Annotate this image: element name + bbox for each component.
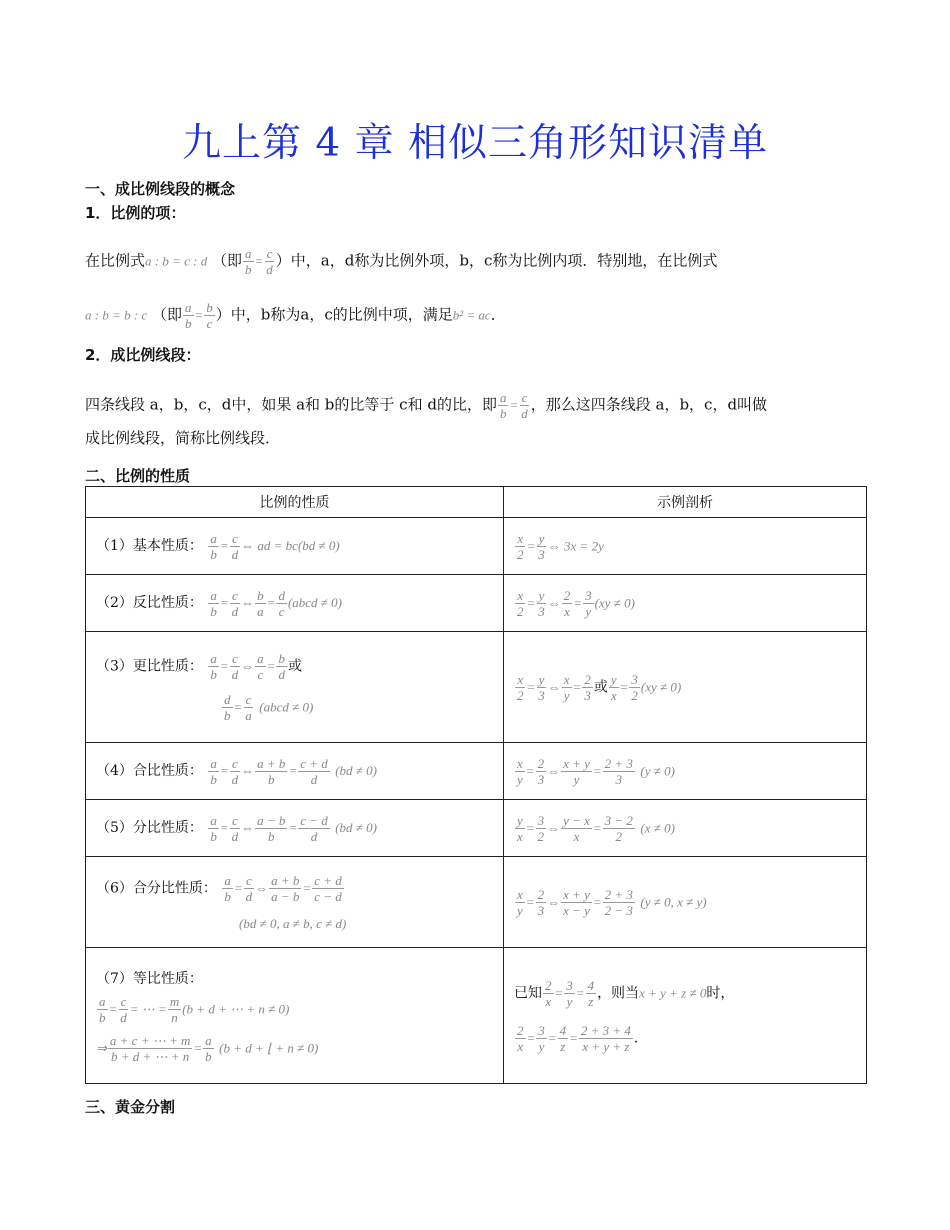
example-cell: $\frac{x}{y}$ = $\frac{2}{3}$ ⇔ $\frac{x + y}{y}$ = $\frac{2 + 3}{3}$ (y ≠ 0) xyxy=(504,743,867,800)
property-cell: （2）反比性质： $\frac{a}{b}$ = $\frac{c}{d}$ ⇔ $\frac{b}{a}$ = $\frac{d}{c}$ (abcd ≠ 0) xyxy=(86,575,504,632)
example-cell: $\frac{x}{2}$ = $\frac{y}{3}$ ⇔ $\frac{2}{x}$ = $\frac{3}{y}$ (xy ≠ 0) xyxy=(504,575,867,632)
table-row xyxy=(86,857,867,948)
example-cell: $\frac{x}{y}$ = $\frac{2}{3}$ ⇔ $\frac{x + y}{x - y}$ = $\frac{2 + 3}{2 - 3}$ (y ≠ 0, x ≠ y) xyxy=(504,857,867,948)
table-header-property: 比例的性质 xyxy=(86,487,504,518)
table-row xyxy=(86,518,867,575)
property-cell: （1）基本性质： $\frac{a}{b}$ = $\frac{c}{d}$ ⇔ ad = bc(bd ≠ 0) xyxy=(86,518,504,575)
formula-mean-proportion: a : b = b : c xyxy=(85,307,148,323)
table-row xyxy=(86,948,867,1084)
section-heading-3: 三、黄金分割 xyxy=(85,1098,176,1116)
property-cell: （7）等比性质： $\frac{a}{b}$ = $\frac{c}{d}$ = ⋯ = $\frac{m}{n}$ (b + d + ⋯ + n ≠ 0) ⇒ $\frac{a + c + \cdots + m}{b + d + \cdots + n}$ = $\frac{a}{b}$ (b + d + ⌊ + n ≠ 0) xyxy=(86,948,504,1084)
formula-fraction-a-b: $\frac{a}{b}$ xyxy=(245,246,252,277)
page-title: 九上第 4 章 相似三角形知识清单 xyxy=(181,121,768,166)
property-cell: （5）分比性质： $\frac{a}{b}$ = $\frac{c}{d}$ ⇔ $\frac{a - b}{b}$ = $\frac{c - d}{d}$ (bd ≠ 0) xyxy=(86,800,504,857)
subsection-heading-2: 2．成比例线段： xyxy=(85,346,201,364)
formula-proportion: a : b = c : d xyxy=(145,253,208,269)
table-row xyxy=(86,800,867,857)
properties-table xyxy=(85,486,867,1084)
table-header-example: 示例剖析 xyxy=(504,487,867,518)
formula-b-squared: b² = ac xyxy=(452,307,491,323)
subsection-heading-1: 1．比例的项： xyxy=(85,204,186,222)
example-cell: 已知 $\frac{2}{x}$ = $\frac{3}{y}$ = $\frac{4}{z}$ ，则当x + y + z ≠ 0时， $\frac{2}{x}$ = $\frac{3}{y}$ = $\frac{4}{z}$ = $\frac{2 + 3 + 4}{x + y + z}$ . xyxy=(504,948,867,1084)
table-header-row xyxy=(86,487,867,518)
property-cell: （6）合分比性质： $\frac{a}{b}$ = $\frac{c}{d}$ ⇔ $\frac{a + b}{a - b}$ = $\frac{c + d}{c - d}$ (bd ≠ 0, a ≠ b, c ≠ d) xyxy=(86,857,504,948)
section-heading-2: 二、比例的性质 xyxy=(85,467,191,485)
property-cell: （4）合比性质： $\frac{a}{b}$ = $\frac{c}{d}$ ⇔ $\frac{a + b}{b}$ = $\frac{c + d}{d}$ (bd ≠ 0) xyxy=(86,743,504,800)
paragraph-proportion-terms-line2: a : b = b : c （即 $\frac{a}{b}$ = $\frac{b}{c}$ ）中，b称为a，c的比例中项，满足b² = ac． xyxy=(85,300,506,331)
example-cell: $\frac{y}{x}$ = $\frac{3}{2}$ ⇔ $\frac{y - x}{x}$ = $\frac{3 - 2}{2}$ (x ≠ 0) xyxy=(504,800,867,857)
example-cell: $\frac{x}{2}$ = $\frac{y}{3}$ ⇔ $\frac{x}{y}$ = $\frac{2}{3}$ 或 $\frac{y}{x}$ = $\frac{3}{2}$ (xy ≠ 0) xyxy=(504,632,867,743)
table-row xyxy=(86,575,867,632)
example-cell: $\frac{x}{2}$ = $\frac{y}{3}$ ⇔ 3x = 2y xyxy=(504,518,867,575)
paragraph-proportion-terms-line1: 在比例式a : b = c : d （即 $\frac{a}{b}$ = $\frac{c}{d}$ ）中，a，d称为比例外项，b，c称为比例内项．特别地，在比例式 xyxy=(85,246,718,277)
table-row xyxy=(86,743,867,800)
paragraph-proportional-segments-line1: 四条线段 a，b，c，d中，如果 a和 b的比等于 c和 d的比，即 $\frac{a}{b}$ = $\frac{c}{d}$ ，那么这四条线段 a，b，c，d叫做 xyxy=(85,390,768,421)
paragraph-proportional-segments-line2: 成比例线段，简称比例线段． xyxy=(85,429,281,447)
property-cell: （3）更比性质： $\frac{a}{b}$ = $\frac{c}{d}$ ⇔ $\frac{a}{c}$ = $\frac{b}{d}$ 或 $\frac{d}{b}$ = $\frac{c}{a}$ (abcd ≠ 0) xyxy=(86,632,504,743)
table-row xyxy=(86,632,867,743)
section-heading-1: 一、成比例线段的概念 xyxy=(85,180,236,198)
